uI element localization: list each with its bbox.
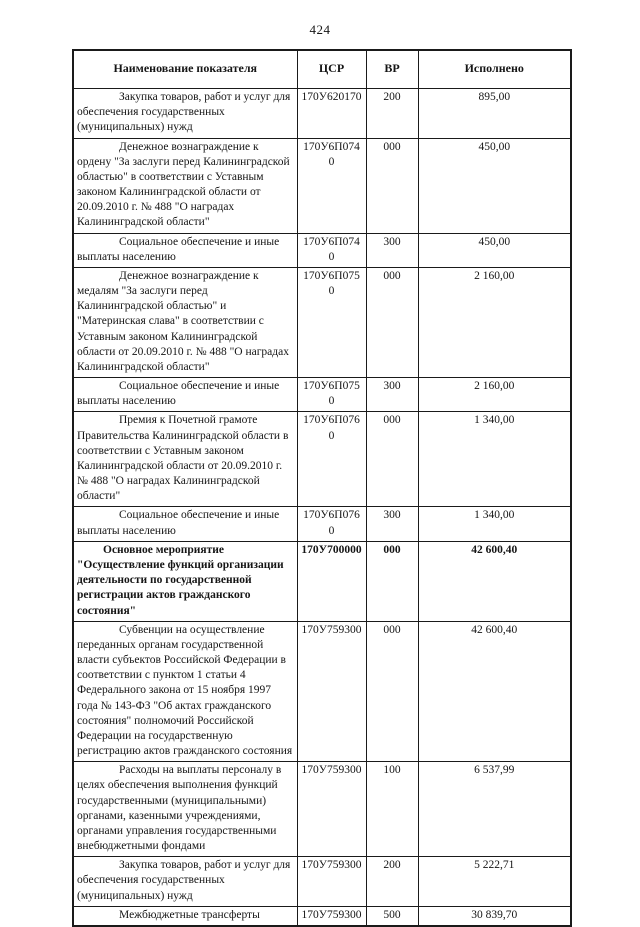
table-row — [73, 762, 571, 857]
cell-exec: 6 537,99 — [418, 762, 571, 857]
table-row — [73, 412, 571, 507]
cell-name: Социальное обеспечение и иные выплаты населению — [73, 507, 297, 541]
cell-csr: 170У620170 — [297, 89, 366, 139]
cell-vr: 200 — [366, 857, 418, 907]
cell-vr: 200 — [366, 89, 418, 139]
column-header-csr: ЦСР — [297, 50, 366, 89]
cell-vr: 500 — [366, 906, 418, 926]
table-body — [73, 89, 571, 926]
cell-name: Закупка товаров, работ и услуг для обеспечения государственных (муниципальных) нужд — [73, 857, 297, 907]
cell-vr: 000 — [366, 138, 418, 233]
cell-csr: 170У759300 — [297, 906, 366, 926]
table-row — [73, 906, 571, 926]
table-row — [73, 89, 571, 139]
cell-exec: 450,00 — [418, 138, 571, 233]
table-header — [73, 50, 571, 89]
cell-csr: 170У6П0750 — [297, 378, 366, 412]
cell-vr: 000 — [366, 541, 418, 621]
cell-csr: 170У6П0740 — [297, 138, 366, 233]
cell-name: Денежное вознаграждение к ордену "За заслуги перед Калининградской областью" в соответствии с Уставным законом Калининградской области от 20.09.2010 г. № 488 "О наградах Калининградской области" — [73, 138, 297, 233]
cell-exec: 1 340,00 — [418, 412, 571, 507]
column-header-executed: Исполнено — [418, 50, 571, 89]
cell-name: Социальное обеспечение и иные выплаты населению — [73, 233, 297, 267]
column-header-name: Наименование показателя — [73, 50, 297, 89]
cell-csr: 170У6П0750 — [297, 267, 366, 377]
page-number: 424 — [309, 22, 331, 37]
cell-name: Субвенции на осуществление переданных органам государственной власти субъектов Российской Федерации в соответствии с пунктом 1 статьи 4 Федерального закона от 15 ноября 1997 года № 143-ФЗ "Об актах гражданского состояния" полномочий Российской Федерации на государственную регистрацию актов гражданского состояния — [73, 621, 297, 762]
cell-exec: 42 600,40 — [418, 541, 571, 621]
cell-csr: 170У6П0760 — [297, 507, 366, 541]
cell-exec: 895,00 — [418, 89, 571, 139]
column-header-vr: ВР — [366, 50, 418, 89]
table-row — [73, 621, 571, 762]
cell-csr: 170У759300 — [297, 621, 366, 762]
cell-vr: 000 — [366, 267, 418, 377]
cell-name: Расходы на выплаты персоналу в целях обеспечения выполнения функций государственными (муниципальными) органами, казенными учреждениями, органами управления государственными внебюджетными фондами — [73, 762, 297, 857]
cell-exec: 450,00 — [418, 233, 571, 267]
cell-vr: 300 — [366, 233, 418, 267]
cell-name: Денежное вознаграждение к медалям "За заслуги перед Калининградской областью" и "Материнская слава" в соответствии с Уставным законом Калининградской области от 20.09.2010 г. № 488 "О наградах Калининградской области" — [73, 267, 297, 377]
cell-exec: 30 839,70 — [418, 906, 571, 926]
cell-csr: 170У6П0760 — [297, 412, 366, 507]
cell-exec: 42 600,40 — [418, 621, 571, 762]
header-row — [73, 50, 571, 89]
table-row — [73, 267, 571, 377]
cell-exec: 2 160,00 — [418, 267, 571, 377]
cell-csr: 170У759300 — [297, 762, 366, 857]
table-row — [73, 857, 571, 907]
table-row — [73, 233, 571, 267]
cell-vr: 100 — [366, 762, 418, 857]
cell-vr: 300 — [366, 378, 418, 412]
table-row — [73, 138, 571, 233]
table-row — [73, 541, 571, 621]
cell-name: Социальное обеспечение и иные выплаты населению — [73, 378, 297, 412]
cell-exec: 2 160,00 — [418, 378, 571, 412]
cell-name: Закупка товаров, работ и услуг для обеспечения государственных (муниципальных) нужд — [73, 89, 297, 139]
table-row — [73, 507, 571, 541]
cell-exec: 5 222,71 — [418, 857, 571, 907]
budget-table — [72, 49, 572, 927]
cell-csr: 170У700000 — [297, 541, 366, 621]
cell-name: Межбюджетные трансферты — [73, 906, 297, 926]
cell-exec: 1 340,00 — [418, 507, 571, 541]
table-row — [73, 378, 571, 412]
cell-vr: 300 — [366, 507, 418, 541]
cell-csr: 170У759300 — [297, 857, 366, 907]
cell-vr: 000 — [366, 621, 418, 762]
cell-name: Премия к Почетной грамоте Правительства Калининградской области в соответствии с Уставным законом Калининградской области от 20.09.2010 г. № 488 "О наградах Калининградской области" — [73, 412, 297, 507]
cell-csr: 170У6П0740 — [297, 233, 366, 267]
cell-name: Основное мероприятие "Осуществление функций организации деятельности по государственной регистрации актов гражданского состояния" — [73, 541, 297, 621]
cell-vr: 000 — [366, 412, 418, 507]
